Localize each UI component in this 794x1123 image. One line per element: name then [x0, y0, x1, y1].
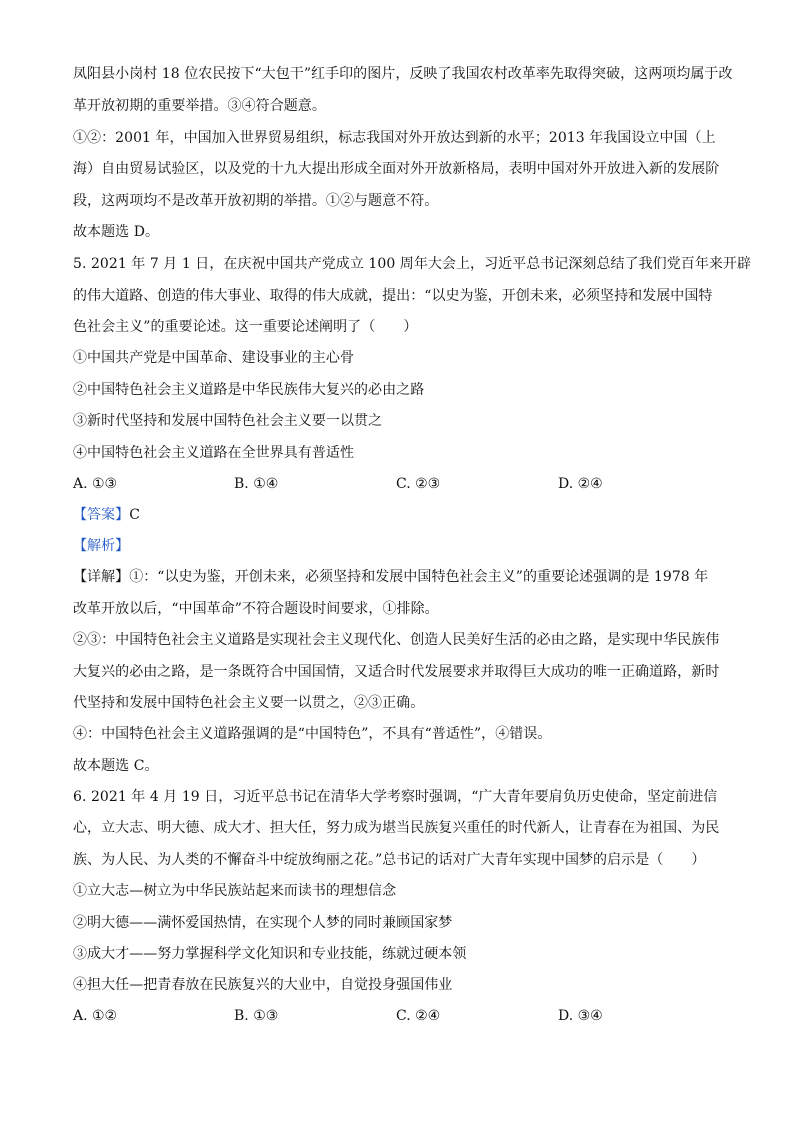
q5-detail-line: 改革开放以后，“中国革命”不符合题设时间要求，①排除。 — [73, 601, 439, 617]
analysis-tag: 【解析】 — [73, 538, 130, 554]
q5-option-d: D. ②④ — [558, 476, 603, 492]
q6-stem-line: 心，立大志、明大德、成大才、担大任，努力成为堪当民族复兴重任的时代新人，让青春在为祖国、为民 — [73, 820, 720, 836]
q5-stem-line: 色社会主义”的重要论述。这一重要论述阐明了（ ） — [73, 319, 418, 335]
q5-statement: ②中国特色社会主义道路是中华民族伟大复兴的必由之路 — [73, 382, 425, 398]
q6-stem-line: 6. 2021 年 4 月 19 日，习近平总书记在清华大学考察时强调，“广大青年要肩负历史使命，坚定前进信 — [73, 789, 718, 805]
q5-detail-line: ④：中国特色社会主义道路强调的是“中国特色”，不具有“普适性”，④错误。 — [73, 726, 552, 742]
q5-conclusion: 故本题选 C。 — [73, 758, 159, 774]
q6-statement: ②明大德——满怀爱国热情，在实现个人梦的同时兼顾国家梦 — [73, 915, 453, 931]
q5-answer — [73, 505, 733, 525]
q5-detail-line: 大复兴的必由之路，是一条既符合中国国情，又适合时代发展要求并取得巨大成功的唯一正确道路，新时 — [73, 664, 720, 680]
prev-explanation-line: 海）自由贸易试验区，以及党的十九大提出形成全面对外开放新格局，表明中国对外开放进入新的发展阶 — [73, 161, 720, 177]
answer-tag: 【答案】 — [73, 507, 130, 523]
q6-statement: ④担大任—把青春放在民族复兴的大业中，自觉投身强国伟业 — [73, 977, 453, 993]
q6-option-d: D. ③④ — [558, 1008, 603, 1024]
q5-stem-line: 的伟大道路、创造的伟大事业、取得的伟大成就，提出：“以史为鉴，开创未来，必须坚持和发展中国特 — [73, 288, 713, 304]
q5-detail-line — [73, 567, 733, 587]
q5-statement: ④中国特色社会主义道路在全世界具有普适性 — [73, 445, 354, 461]
detail-tag: 【详解】 — [73, 569, 130, 585]
q6-statement: ③成大才——努力掌握科学文化知识和专业技能，练就过硬本领 — [73, 946, 467, 962]
q6-option-b: B. ①③ — [234, 1008, 279, 1024]
prev-conclusion: 故本题选 D。 — [73, 224, 160, 240]
q5-statement: ①中国共产党是中国革命、建设事业的主心骨 — [73, 350, 354, 366]
q6-statement: ①立大志—树立为中华民族站起来而读书的理想信念 — [73, 883, 397, 899]
q5-option-c: C. ②③ — [396, 476, 441, 492]
answer-value: C — [129, 507, 140, 523]
q5-option-a: A. ①③ — [73, 476, 118, 492]
detail-text: ①：“以史为鉴，开创未来，必须坚持和发展中国特色社会主义”的重要论述强调的是 1978 年 — [129, 569, 709, 585]
q5-option-b: B. ①④ — [234, 476, 279, 492]
q5-analysis — [73, 536, 733, 556]
prev-explanation-line: ①②：2001 年，中国加入世界贸易组织，标志我国对外开放达到新的水平；2013 年我国设立中国（上 — [73, 130, 716, 146]
q6-stem-line: 族、为人民、为人类的不懈奋斗中绽放绚丽之花。”总书记的话对广大青年实现中国梦的启示是（ ） — [73, 852, 706, 868]
q6-option-a: A. ①② — [73, 1008, 118, 1024]
q5-detail-line: 代坚持和发展中国特色社会主义要一以贯之，②③正确。 — [73, 695, 425, 711]
q6-option-c: C. ②④ — [396, 1008, 441, 1024]
prev-explanation-line: 段，这两项均不是改革开放初期的举措。①②与题意不符。 — [73, 193, 439, 209]
q5-statement: ③新时代坚持和发展中国特色社会主义要一以贯之 — [73, 413, 383, 429]
prev-explanation-line: 革开放初期的重要举措。③④符合题意。 — [73, 98, 326, 114]
q5-stem-line: 5. 2021 年 7 月 1 日，在庆祝中国共产党成立 100 周年大会上，习近平总书记深刻总结了我们党百年来开辟 — [73, 256, 752, 272]
q5-detail-line: ②③：中国特色社会主义道路是实现社会主义现代化、创造人民美好生活的必由之路，是实现中华民族伟 — [73, 632, 720, 648]
prev-explanation-line: 凤阳县小岗村 18 位农民按下“大包干”红手印的图片，反映了我国农村改革率先取得突破，这两项均属于改 — [73, 66, 733, 82]
